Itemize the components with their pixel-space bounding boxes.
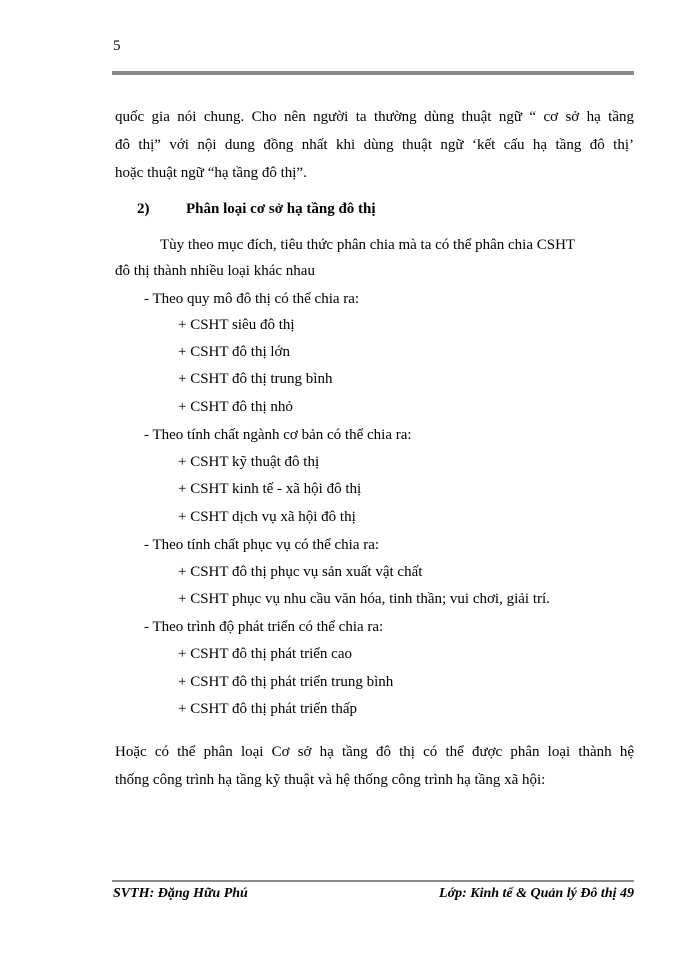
footer-student: SVTH: Đặng Hữu Phú — [113, 886, 248, 901]
list-item: + CSHT dịch vụ xã hội đô thị — [178, 509, 356, 525]
section-title: Phân loại cơ sở hạ tầng đô thị — [186, 201, 376, 217]
footer-rule — [112, 880, 634, 882]
footer-class: Lớp: Kinh tế & Quản lý Đô thị 49 — [439, 886, 634, 901]
intro-line-3: hoặc thuật ngữ “hạ tầng đô thị”. — [115, 165, 307, 181]
list-item: + CSHT đô thị phát triển trung bình — [178, 674, 394, 690]
list-group-label: - Theo tính chất ngành cơ bản có thể chia ra: — [144, 427, 412, 443]
intro-line-2: đô thị” với nội dung đồng nhất khi dùng thuật ngữ ‘kết cấu hạ tầng đô thị’ — [115, 137, 634, 153]
page-number: 5 — [113, 38, 121, 54]
list-item: + CSHT siêu đô thị — [178, 317, 295, 333]
list-item: + CSHT đô thị lớn — [178, 344, 290, 360]
list-item: + CSHT đô thị phục vụ sản xuất vật chất — [178, 564, 423, 580]
list-group-label: - Theo tính chất phục vụ có thể chia ra: — [144, 537, 380, 553]
list-group-label: - Theo quy mô đô thị có thể chia ra: — [144, 291, 360, 307]
intro-line-1: quốc gia nói chung. Cho nên người ta thường dùng thuật ngữ “ cơ sở hạ tầng — [115, 109, 634, 125]
list-item: + CSHT phục vụ nhu cầu văn hóa, tinh thần; vui chơi, giải trí. — [178, 591, 550, 607]
closing-line-2: thống công trình hạ tầng kỹ thuật và hệ thống công trình hạ tầng xã hội: — [115, 772, 546, 788]
para1-line-2: đô thị thành nhiều loại khác nhau — [115, 263, 315, 279]
header-rule — [112, 71, 634, 75]
list-item: + CSHT kinh tế - xã hội đô thị — [178, 481, 362, 497]
list-group-label: - Theo trình độ phát triển có thể chia ra: — [144, 619, 384, 635]
list-item: + CSHT kỹ thuật đô thị — [178, 454, 320, 470]
section-number: 2) — [137, 201, 150, 217]
para1-line-1: Tùy theo mục đích, tiêu thức phân chia mà ta có thể phân chia CSHT — [160, 237, 576, 253]
list-item: + CSHT đô thị phát triển cao — [178, 646, 352, 662]
list-item: + CSHT đô thị phát triển thấp — [178, 701, 358, 717]
list-item: + CSHT đô thị trung bình — [178, 371, 333, 387]
list-item: + CSHT đô thị nhỏ — [178, 399, 293, 415]
closing-line-1: Hoặc có thể phân loại Cơ sở hạ tầng đô thị có thể được phân loại thành hệ — [115, 744, 634, 760]
